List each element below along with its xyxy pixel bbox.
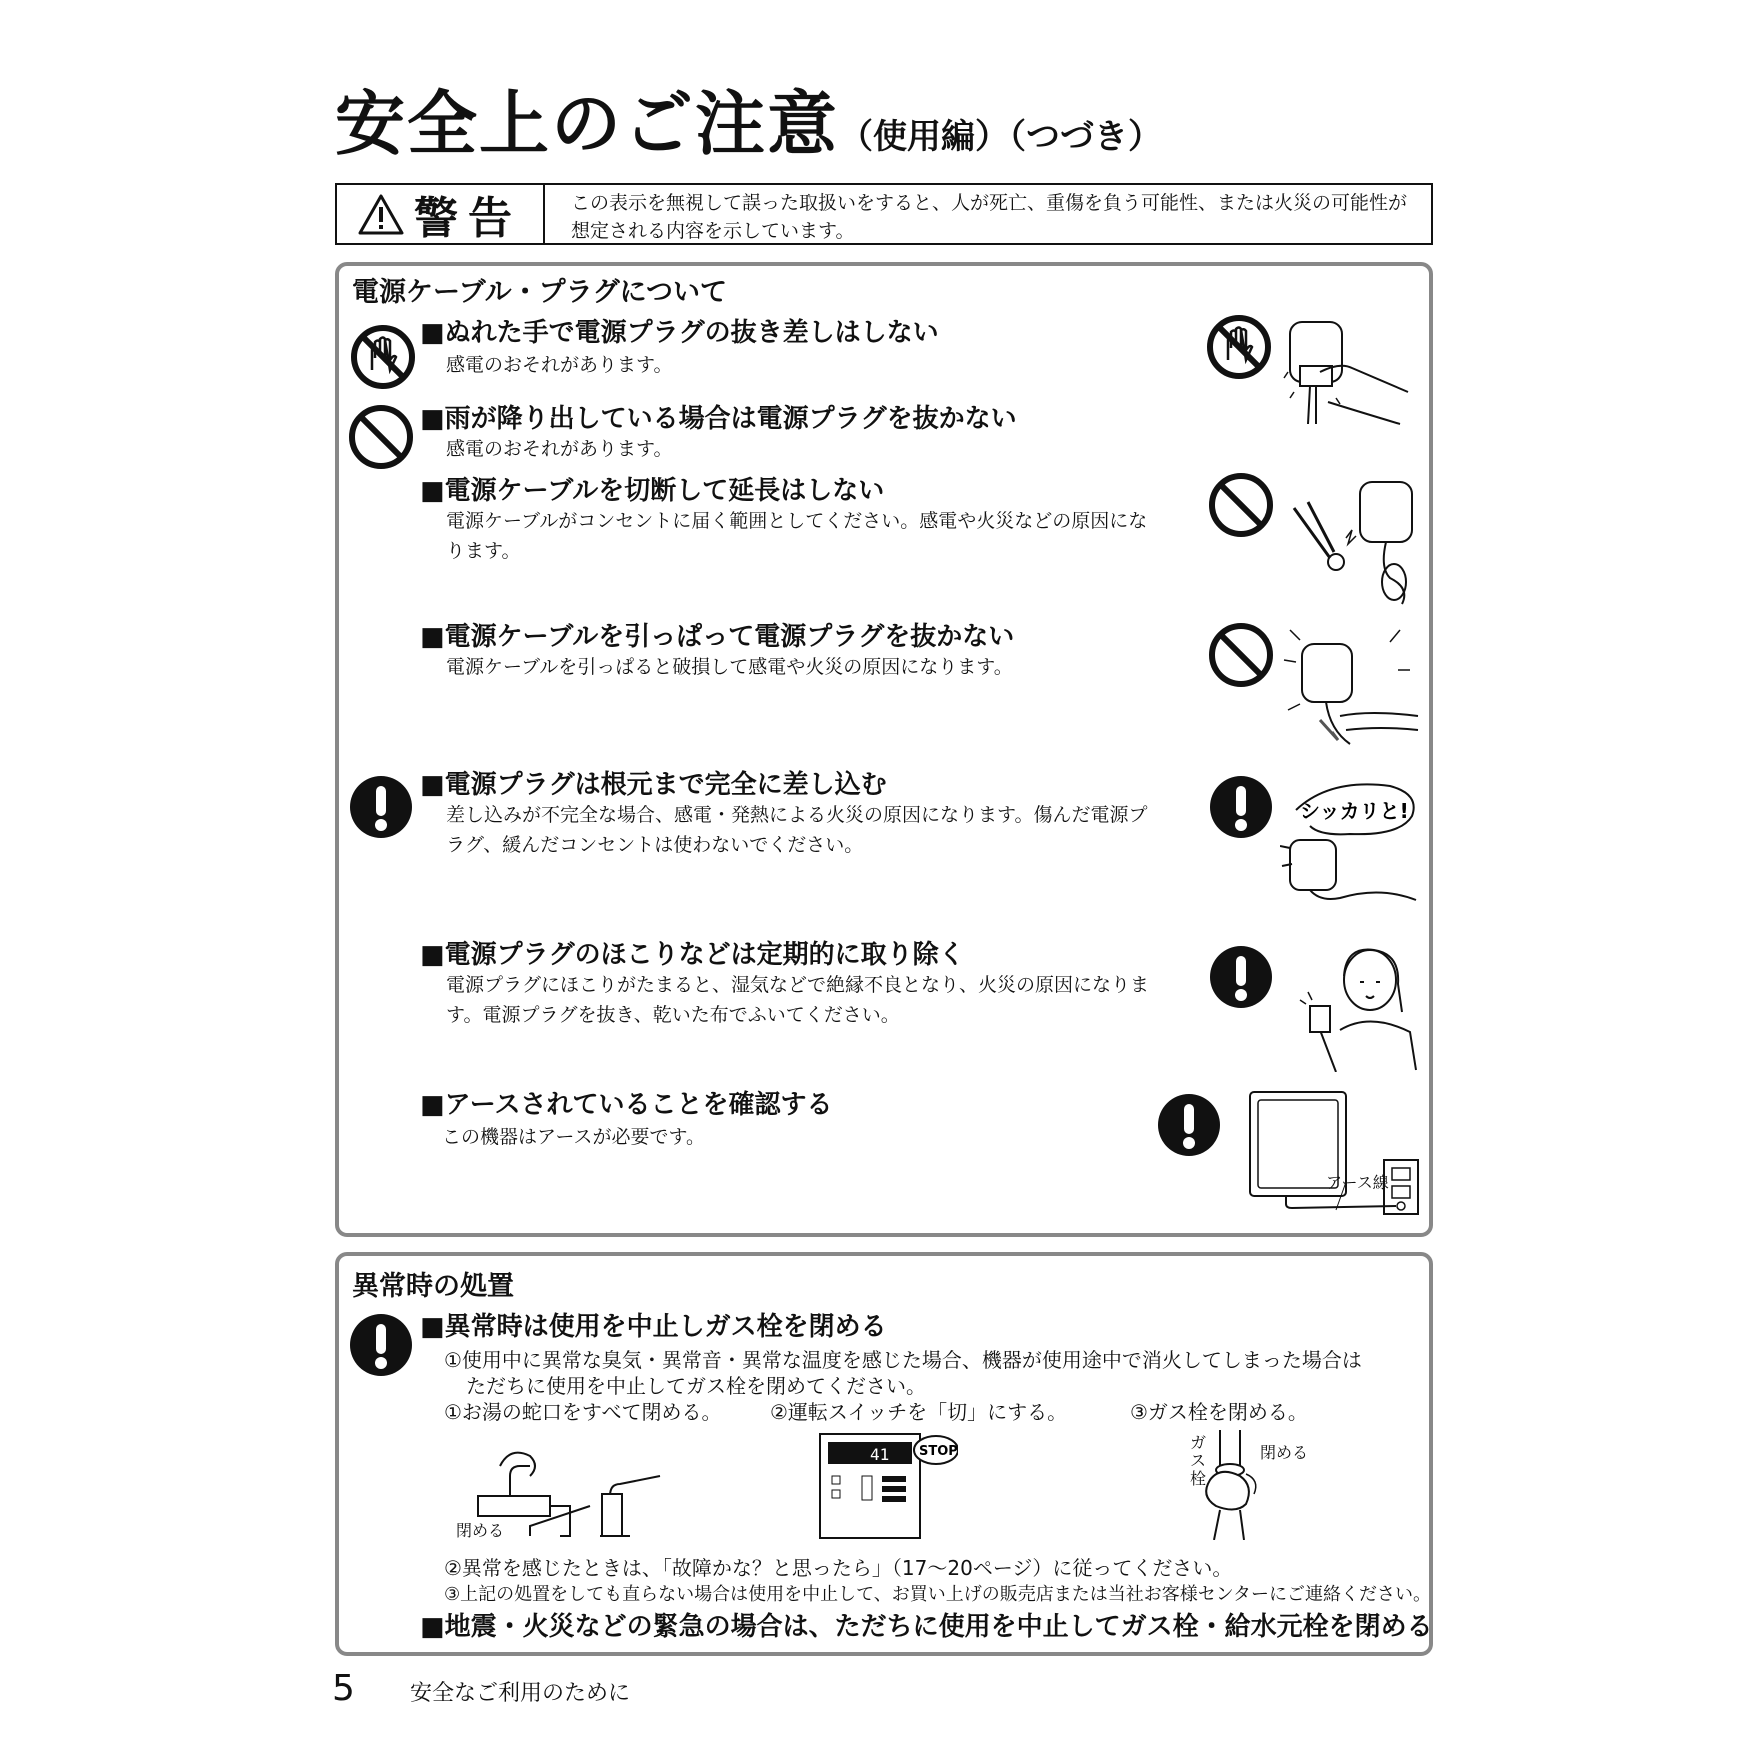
item-desc-dust: 電源プラグにほこりがたまると、湿気などで絶縁不良となり、火災の原因になります。電源プラグを抜き、乾いた布でふいてください。 — [446, 974, 1150, 1026]
wet-hand-plug-illustration — [1280, 312, 1410, 428]
item-title-earth: ■アースされていることを確認する — [420, 1090, 833, 1120]
prohibition-icon-pull — [1208, 622, 1274, 688]
item-title-dust: ■電源プラグのほこりなどは定期的に取り除く — [420, 940, 965, 970]
section-title-emergency: 異常時の処置 — [352, 1271, 514, 1302]
earth-wire-illustration — [1246, 1090, 1422, 1220]
item-desc-rain: 感電のおそれがあります。 — [446, 438, 673, 460]
item-desc-wet-hands: 感電のおそれがあります。 — [446, 354, 673, 376]
no-wet-hands-icon — [350, 324, 416, 390]
stop-badge-text: STOP — [919, 1444, 958, 1459]
page-number: 5 — [332, 1668, 355, 1709]
warning-label-cell — [337, 185, 545, 243]
emergency-step1-line2: ただちに使用を中止してガス栓を閉めてください。 — [466, 1374, 926, 1398]
item-title-emergency: ■異常時は使用を中止しガス栓を閉める — [420, 1312, 887, 1342]
insert-plug-illustration — [1280, 776, 1420, 906]
item-title-insert-fully: ■電源プラグは根元まで完全に差し込む — [420, 770, 887, 800]
pull-cable-illustration — [1280, 620, 1420, 752]
substep-close-gas: ③ガス栓を閉める。 — [1130, 1400, 1308, 1424]
earth-wire-label: アース線 — [1326, 1173, 1389, 1192]
page-title-sub: （使用編）（つづき） — [839, 117, 1162, 157]
gas-valve-label: ガス栓 — [1190, 1433, 1207, 1488]
item-title-wet-hands: ■ぬれた手で電源プラグの抜き差しはしない — [420, 318, 939, 348]
emergency-note-3: ③上記の処置をしても直らない場合は使用を中止して、お買い上げの販売店または当社お客様センターにご連絡ください。 — [444, 1584, 1432, 1605]
mandatory-icon — [348, 774, 414, 840]
page-title-main: 安全上のご注意 — [335, 83, 839, 165]
substep-close-faucet: ①お湯の蛇口をすべて閉める。 — [444, 1400, 722, 1424]
item-title-no-cut: ■電源ケーブルを切断して延長はしない — [420, 476, 885, 506]
faucet-close-label: 閉める — [456, 1521, 505, 1540]
mandatory-icon-earth — [1156, 1092, 1222, 1158]
substep-switch-off: ②運転スイッチを「切」にする。 — [770, 1400, 1068, 1424]
emergency-step1-line1: ①使用中に異常な臭気・異常音・異常な温度を感じた場合、機器が使用途中で消火してしまった場合は — [444, 1348, 1362, 1372]
item-desc-earth: この機器はアースが必要です。 — [442, 1126, 705, 1148]
item-desc-no-cut: 電源ケーブルがコンセントに届く範囲としてください。感電や火災などの原因になります。 — [446, 510, 1148, 562]
mandatory-icon-dust — [1208, 944, 1274, 1010]
bubble-text: シッカリと! — [1300, 799, 1409, 823]
item-title-no-pull: ■電源ケーブルを引っぱって電源プラグを抜かない — [420, 622, 1015, 652]
warning-description: この表示を無視して誤った取扱いをすると、人が死亡、重傷を負う可能性、または火災の可能性が想定される内容を示しています。 — [571, 192, 1408, 242]
warning-legend — [335, 183, 1433, 245]
item-title-earthquake: ■地震・火災などの緊急の場合は、ただちに使用を中止してガス栓・給水元栓を閉める — [420, 1612, 1433, 1642]
prohibition-icon — [348, 404, 414, 470]
cut-cable-illustration — [1290, 478, 1420, 608]
cleaning-plug-illustration — [1290, 940, 1420, 1072]
item-title-rain: ■雨が降り出している場合は電源プラグを抜かない — [420, 404, 1017, 434]
display-digits: 41 — [870, 1445, 890, 1464]
page-title — [335, 68, 1162, 169]
warning-triangle-icon — [358, 193, 404, 235]
warning-label: 警告 — [414, 193, 522, 244]
no-wet-hands-icon-right — [1206, 314, 1272, 380]
mandatory-icon-insert — [1208, 774, 1274, 840]
footer-section-title: 安全なご利用のために — [410, 1681, 631, 1706]
mandatory-icon-emergency — [348, 1312, 414, 1378]
prohibition-icon-cut — [1208, 472, 1274, 538]
section-title-power: 電源ケーブル・プラグについて — [352, 277, 728, 308]
emergency-note-2: ②異常を感じたときは、「故障かな？と思ったら」（17～20ページ）に従ってください。 — [444, 1556, 1233, 1580]
item-desc-insert-fully: 差し込みが不完全な場合、感電・発熱による火災の原因になります。傷んだ電源プラグ、緩んだコンセントは使わないでください。 — [446, 804, 1148, 856]
remote-controller-illustration — [818, 1430, 958, 1540]
gas-close-label: 閉める — [1260, 1443, 1309, 1462]
item-desc-no-pull: 電源ケーブルを引っぱると破損して感電や火災の原因になります。 — [446, 656, 1013, 678]
